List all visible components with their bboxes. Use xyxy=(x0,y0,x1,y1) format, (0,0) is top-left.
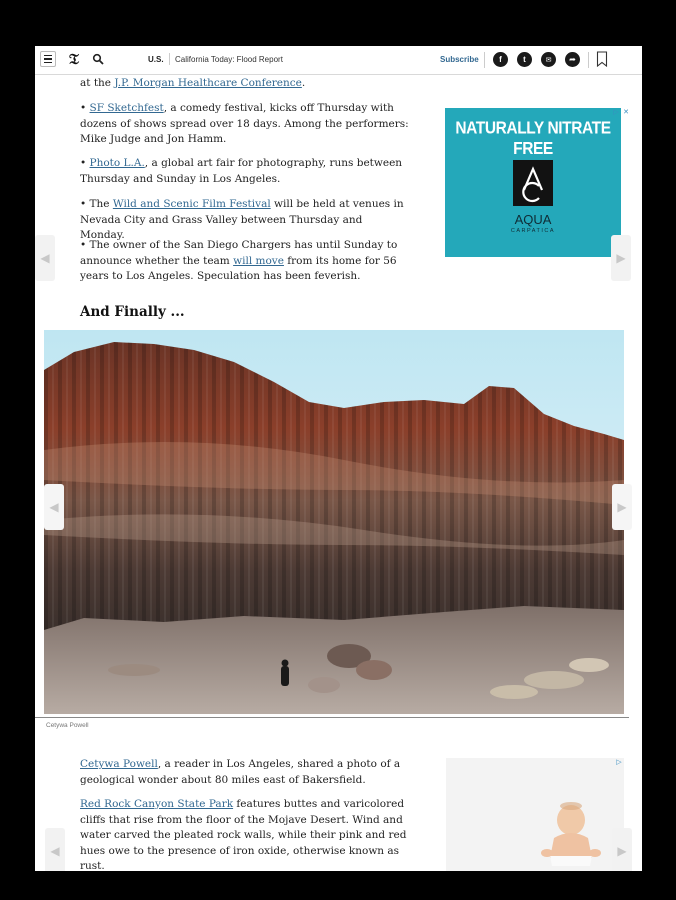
ad-brand: AQUA xyxy=(514,212,552,227)
email-icon[interactable]: ✉ xyxy=(541,52,556,67)
adchoices-icon[interactable]: ▷ xyxy=(613,109,619,116)
text: , a comedy festival, kicks off Thursday with dozens of shows spread over 18 days. Among the performers: Mike Judge and Jon Hamm. xyxy=(80,102,409,145)
next-page-button[interactable]: ▶ xyxy=(611,235,631,281)
will-move-link[interactable]: will move xyxy=(233,254,284,267)
ad-headline: NATURALLY NITRATE FREE xyxy=(455,118,611,159)
sf-sketchfest-link[interactable]: SF Sketchfest xyxy=(89,102,164,114)
adchoices-icon[interactable]: ▷ xyxy=(616,759,622,766)
film-festival-link[interactable]: Wild and Scenic Film Festival xyxy=(112,198,271,210)
text: features buttes and varicolored cliffs that rise from the floor of the Mojave Desert. Wind and water carved the pleated rock walls, while their pink and red hues owe to the presence of iron oxide, otherwise known as rust. xyxy=(80,798,407,871)
text: will be held at venues in Nevada City and Grass Valley between Thursday and Monday. xyxy=(80,198,404,241)
twitter-icon[interactable]: t xyxy=(517,52,532,67)
bullet: • xyxy=(80,102,90,114)
nyt-logo[interactable]: 𝔗 xyxy=(69,50,79,68)
text: from its home for 56 years to Los Angeles. Speculation has been feverish. xyxy=(80,254,397,282)
red-rock-canyon-image xyxy=(44,330,624,714)
section-heading: And Finally ... xyxy=(80,304,185,320)
article-bullet xyxy=(80,156,410,187)
ad-subbrand: CARPATICA xyxy=(510,228,556,234)
article-bullet xyxy=(80,238,410,285)
bullet: • The owner of the San Diego Chargers has until Sunday to announce whether the team xyxy=(80,239,398,267)
top-toolbar xyxy=(35,46,642,75)
text: at the xyxy=(80,77,115,89)
advertisement[interactable] xyxy=(446,758,624,871)
section-link[interactable]: U.S. xyxy=(148,55,164,64)
next-page-button[interactable]: ▶ xyxy=(612,828,632,871)
next-page-button[interactable]: ▶ xyxy=(612,484,632,530)
bookmark-icon[interactable] xyxy=(596,51,608,67)
baby-ad-image xyxy=(446,758,624,871)
aqua-logo-icon xyxy=(513,160,553,206)
story-title: California Today: Flood Report xyxy=(175,55,283,64)
red-rock-canyon-link[interactable]: Red Rock Canyon State Park xyxy=(80,798,234,810)
text: , a global art fair for photography, runs between Thursday and Sunday in Los Angeles. xyxy=(80,157,403,185)
bullet: • xyxy=(80,157,90,169)
article-paragraph xyxy=(80,76,410,92)
share-icon[interactable]: ➦ xyxy=(565,52,580,67)
cetywa-powell-link[interactable]: Cetywa Powell xyxy=(80,758,158,770)
photo-credit: Cetywa Powell xyxy=(46,722,89,729)
divider xyxy=(169,53,170,65)
divider xyxy=(35,717,629,718)
article-paragraph xyxy=(80,797,410,871)
screen xyxy=(35,46,642,871)
previous-page-button[interactable]: ◀ xyxy=(45,828,65,871)
text: , a reader in Los Angeles, shared a photo of a geological wonder about 80 miles east of Bakersfield. xyxy=(80,758,401,786)
previous-page-button[interactable]: ◀ xyxy=(35,235,55,281)
previous-page-button[interactable]: ◀ xyxy=(44,484,64,530)
hero-photo xyxy=(44,330,624,714)
jp-morgan-link[interactable]: J.P. Morgan Healthcare Conference xyxy=(114,77,302,89)
ad-close-icon[interactable]: ✕ xyxy=(623,109,629,116)
article-bullet xyxy=(80,101,410,148)
search-icon[interactable] xyxy=(92,53,104,65)
photo-la-link[interactable]: Photo L.A. xyxy=(89,157,145,169)
ad-logo xyxy=(513,160,553,206)
article-bullet xyxy=(80,197,410,244)
bullet: • The xyxy=(80,198,113,210)
facebook-icon[interactable]: f xyxy=(493,52,508,67)
article-paragraph xyxy=(80,757,410,788)
advertisement[interactable] xyxy=(445,108,621,257)
menu-icon[interactable] xyxy=(40,51,56,67)
divider xyxy=(588,52,589,68)
text: . xyxy=(301,77,306,89)
divider xyxy=(484,52,485,68)
subscribe-link[interactable]: Subscribe xyxy=(440,55,479,64)
